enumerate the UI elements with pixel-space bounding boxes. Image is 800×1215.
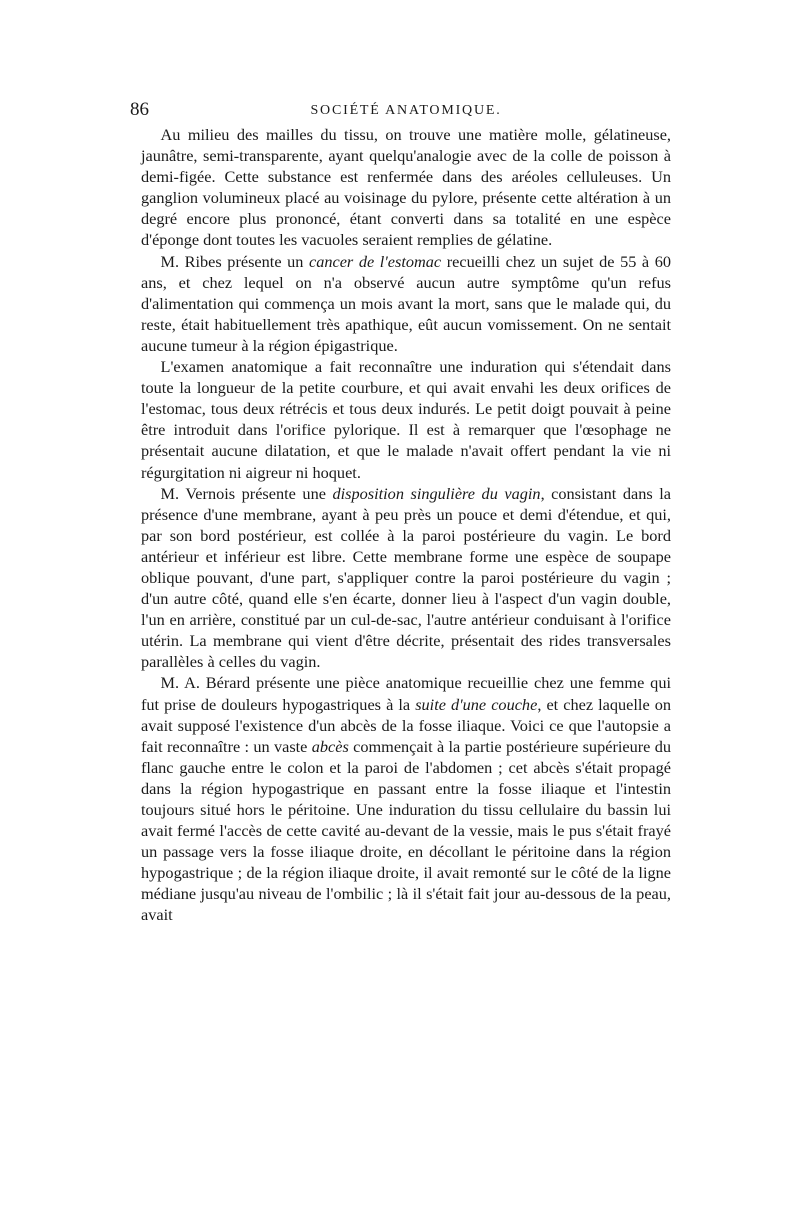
paragraph-berard-abces <box>141 672 671 925</box>
italic-term: abcès <box>311 736 349 756</box>
text-run: commençait à la partie postérieure supérieure du flanc gauche entre le colon et la paroi de l'abdomen ; cet abcès s'était propagé dans la région hypogastrique en passant entre la fosse iliaque et l'intestin toujours situé hors le péritoine. Une induration du tissu cellulaire du bassin lui avait fermé l'accès de cette cavité au-devant de la vessie, mais le pus s'était frayé un passage vers la fosse iliaque droite, en décollant le péritoine dans la région hypogastrique ; de la région iliaque droite, il avait remonté sur le côté de la ligne médiane jusqu'au niveau de l'ombilic ; là il s'était fait jour au-dessous de la peau, avait <box>141 736 671 925</box>
text-run: recueilli chez un sujet de 55 à 60 ans, et chez lequel on n'a observé aucun autre symptôme qu'un refus d'alimentation qui commença un mois avant la mort, sans que le malade qui, du reste, était habituellement très apathique, eût aucun vomissement. On ne sentait aucune tumeur à la région épigastrique. <box>141 251 671 355</box>
text-run: M. Vernois présente une <box>160 483 333 503</box>
text-run: , consistant dans la présence d'une membrane, ayant à peu près un pouce et demi d'étendue, et qui, par son bord postérieur, est collée à la paroi postérieure du vagin. Le bord antérieur et inférieur est libre. Cette membrane forme une espèce de soupape oblique pouvant, d'une part, s'appliquer contre la paroi postérieure du vagin ; d'un autre côté, quand elle s'en écarte, donner lieu à l'aspect d'un vagin double, l'un en arrière, constitué par un cul-de-sac, l'autre antérieur conduisant à l'orifice utérin. La membrane qui vient d'être décrite, présentait des rides transversales parallèles à celles du vagin. <box>141 483 671 672</box>
paragraph-ribes-cancer <box>141 251 671 356</box>
running-title: SOCIÉTÉ ANATOMIQUE. <box>310 103 502 118</box>
paragraph-vernois-vagin <box>141 483 671 673</box>
body-text <box>141 124 671 926</box>
italic-term: suite d'une couche <box>415 694 538 714</box>
text-run: M. A. Bérard présente une pièce anatomique recueillie chez une femme qui fut prise de douleurs hypogastriques à la <box>141 673 671 714</box>
italic-term: disposition singulière du vagin <box>332 483 541 503</box>
text-run: L'examen anatomique a fait reconnaître une induration qui s'étendait dans toute la longueur de la petite courbure, et qui avait envahi les deux orifices de l'estomac, tous deux rétrécis et tous deux indurés. Le petit doigt pouvait à peine être introduit dans l'orifice pylorique. Il est à remarquer que l'œsophage ne présentait aucune dilatation, et que le malade n'avait offert pendant la vie ni régurgitation ni aigreur ni hoquet. <box>141 357 671 482</box>
italic-term: cancer de l'estomac <box>308 251 442 271</box>
text-run: Au milieu des mailles du tissu, on trouve une matière molle, gélatineuse, jaunâtre, semi-transparente, ayant quelqu'analogie avec de la colle de poisson à demi-figée. Cette substance est renfermée dans des aréoles celluleuses. Un ganglion volumineux placé au voisinage du pylore, présente cette altération à un degré encore plus prononcé, étant converti dans sa totalité en une espèce d'éponge dont toutes les vacuoles seraient remplies de gélatine. <box>141 125 671 250</box>
text-run: , et chez laquelle on avait supposé l'existence d'un abcès de la fosse iliaque. Voici ce que l'autopsie a fait reconnaître : un vaste <box>141 694 672 756</box>
page-number: 86 <box>130 99 149 120</box>
paragraph-gelatinous-matter <box>141 124 671 251</box>
page-header <box>130 98 682 122</box>
text-run: M. Ribes présente un <box>160 251 309 271</box>
paragraph-anatomical-exam <box>141 356 671 483</box>
